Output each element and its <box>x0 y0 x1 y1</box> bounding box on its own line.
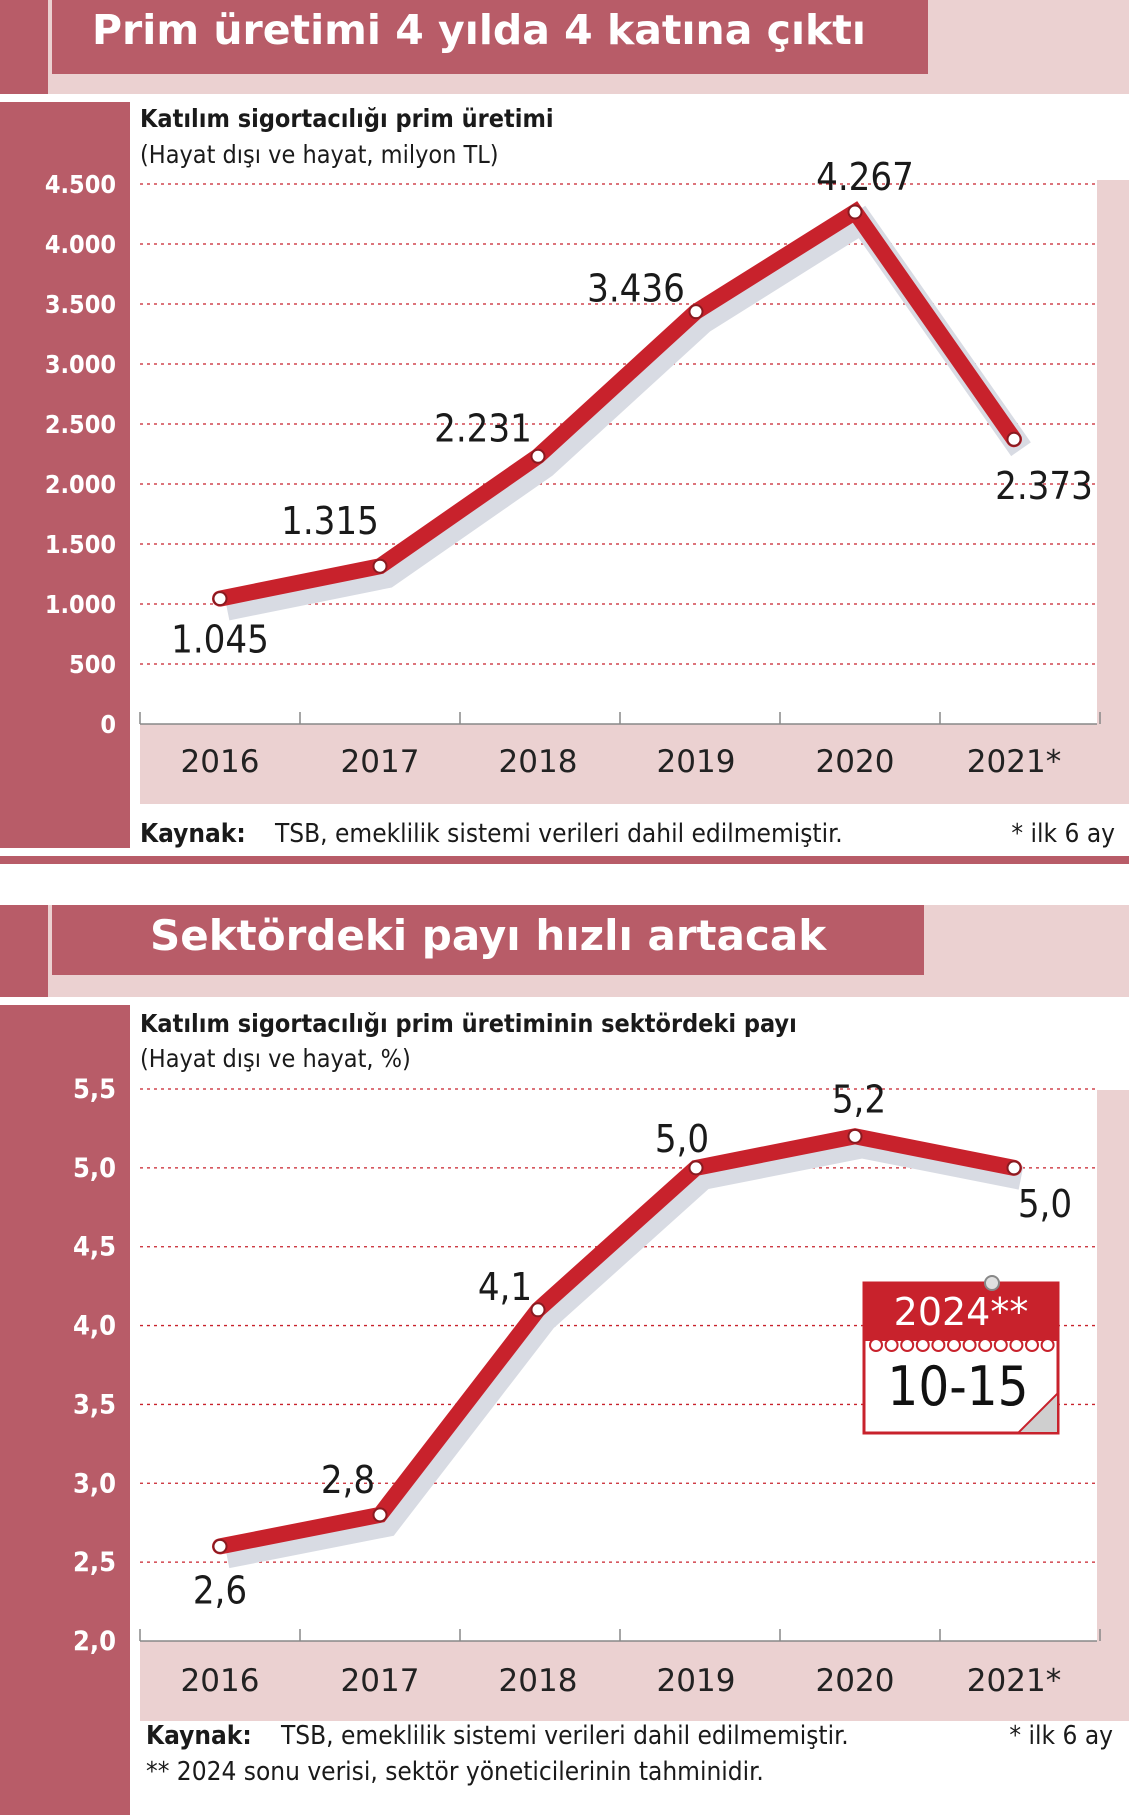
calendar-ring <box>1042 1339 1054 1351</box>
right-band <box>1097 1090 1129 1641</box>
y-tick-label: 1.500 <box>44 530 116 559</box>
data-label: 3.436 <box>587 266 685 311</box>
data-label: 2.231 <box>434 406 532 451</box>
data-point <box>214 592 227 605</box>
data-point <box>532 1303 545 1316</box>
x-tick-label: 2020 <box>815 1663 895 1699</box>
callout-value: 10-15 <box>887 1355 1029 1418</box>
y-tick-label: 2.500 <box>44 410 116 439</box>
y-tick-label: 4,5 <box>72 1231 116 1263</box>
x-tick-label: 2019 <box>656 1663 736 1699</box>
source-label: Kaynak: <box>140 819 246 849</box>
y-tick-label: 3,5 <box>72 1389 116 1421</box>
data-point <box>374 1508 387 1521</box>
calendar-callout <box>864 1276 1058 1433</box>
data-label: 5,0 <box>1017 1181 1073 1226</box>
data-point <box>374 560 387 573</box>
data-point <box>849 1130 862 1143</box>
data-label: 1.045 <box>171 617 269 662</box>
y-tick-label: 3,0 <box>72 1468 116 1500</box>
y-tick-label: 5,5 <box>72 1074 116 1105</box>
calendar-ring <box>917 1339 929 1351</box>
chart-premium-svg <box>0 0 1129 870</box>
y-tick-label: 0 <box>100 710 116 739</box>
x-tick-label: 2018 <box>498 744 578 780</box>
calendar-ring <box>1026 1339 1038 1351</box>
x-tick-label: 2020 <box>815 744 895 780</box>
footnote-2: ** 2024 sonu verisi, sektör yöneticilerinin tahminidir. <box>146 1757 764 1787</box>
callout-year: 2024** <box>893 1290 1029 1334</box>
y-tick-label: 2,0 <box>72 1626 116 1657</box>
data-label: 2,6 <box>192 1568 248 1613</box>
y-tick-label: 4.000 <box>44 230 116 259</box>
x-tick-label: 2018 <box>498 1663 578 1699</box>
data-point <box>690 1161 703 1174</box>
y-tick-label: 2,5 <box>72 1547 116 1579</box>
data-label: 2,8 <box>320 1457 376 1502</box>
data-label: 5,0 <box>654 1116 710 1161</box>
calendar-ring <box>1010 1339 1022 1351</box>
calendar-ring <box>995 1339 1007 1351</box>
data-point <box>1008 433 1021 446</box>
data-label: 2.373 <box>995 464 1093 509</box>
right-band <box>1097 180 1129 724</box>
data-label: 1.315 <box>281 499 379 544</box>
y-tick-label: 500 <box>69 650 116 679</box>
chart-share-svg <box>0 905 1129 1815</box>
data-label: 5,2 <box>831 1077 887 1122</box>
x-tick-label: 2021* <box>966 1663 1062 1699</box>
x-tick-label: 2016 <box>180 744 260 780</box>
y-tick-label: 4.500 <box>44 170 116 199</box>
x-tick-label: 2021* <box>966 744 1062 780</box>
data-point <box>690 305 703 318</box>
data-point <box>214 1540 227 1553</box>
header-left-block <box>0 0 48 94</box>
chart-subtitle-unit: (Hayat dışı ve hayat, milyon TL) <box>140 140 499 169</box>
footnote: * ilk 6 ay <box>1009 1721 1113 1751</box>
chart-subtitle-unit: (Hayat dışı ve hayat, %) <box>140 1044 411 1073</box>
bottom-rule <box>0 856 1129 864</box>
footnote: * ilk 6 ay <box>1011 819 1115 849</box>
chart-subtitle: Katılım sigortacılığı prim üretiminin sektördeki payı <box>140 1009 797 1038</box>
data-label: 4.267 <box>816 154 914 199</box>
pin-icon <box>985 1276 999 1290</box>
x-tick-label: 2019 <box>656 744 736 780</box>
chart-subtitle: Katılım sigortacılığı prim üretimi <box>140 104 554 133</box>
calendar-ring <box>932 1339 944 1351</box>
y-tick-label: 1.000 <box>44 590 116 619</box>
y-tick-label: 3.000 <box>44 350 116 379</box>
x-tick-label: 2017 <box>340 1663 420 1699</box>
y-tick-label: 5,0 <box>72 1152 116 1184</box>
chart-title: Sektördeki payı hızlı artacak <box>150 911 827 960</box>
source-text: TSB, emeklilik sistemi verileri dahil edilmemiştir. <box>281 1721 849 1751</box>
data-point <box>1008 1161 1021 1174</box>
calendar-ring <box>979 1339 991 1351</box>
data-point <box>532 450 545 463</box>
source-label: Kaynak: <box>146 1721 252 1751</box>
calendar-ring <box>870 1339 882 1351</box>
chart-panel-share <box>0 905 1129 1815</box>
calendar-ring <box>886 1339 898 1351</box>
y-tick-label: 2.000 <box>44 470 116 499</box>
calendar-ring <box>901 1339 913 1351</box>
y-tick-label: 4,0 <box>72 1310 116 1342</box>
source-text: TSB, emeklilik sistemi verileri dahil edilmemiştir. <box>275 819 843 849</box>
calendar-ring <box>964 1339 976 1351</box>
header-left-block <box>0 905 48 997</box>
x-tick-label: 2016 <box>180 1663 260 1699</box>
y-tick-label: 3.500 <box>44 290 116 319</box>
chart-title: Prim üretimi 4 yılda 4 katına çıktı <box>92 6 866 54</box>
calendar-ring <box>948 1339 960 1351</box>
x-tick-label: 2017 <box>340 744 420 780</box>
data-point <box>849 205 862 218</box>
chart-panel-premium <box>0 0 1129 870</box>
data-label: 4,1 <box>477 1264 533 1309</box>
